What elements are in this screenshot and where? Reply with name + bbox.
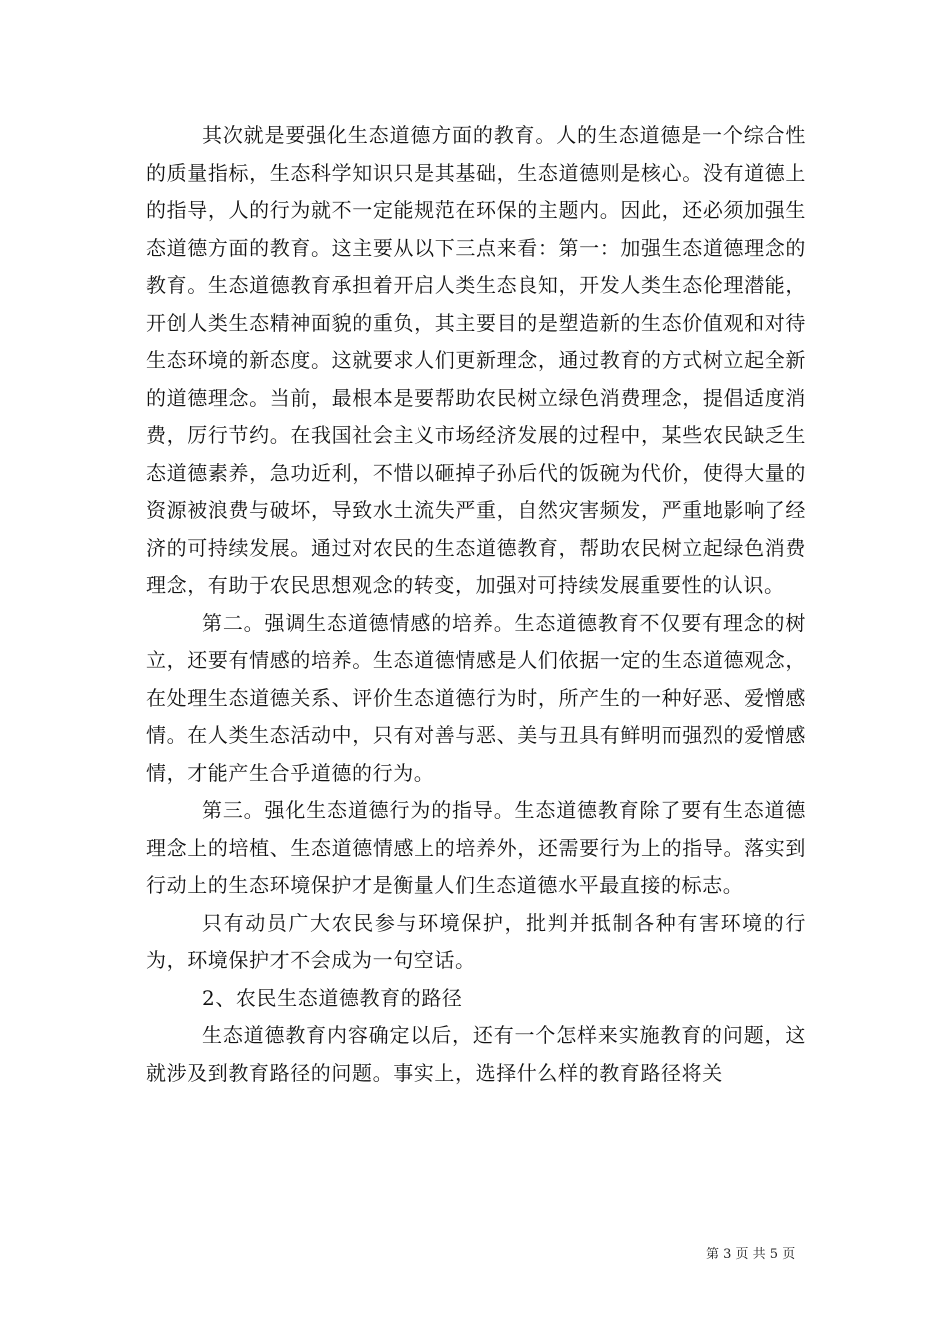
document-body	[146, 117, 806, 1092]
paragraph-ecological-morality-education: 其次就是要强化生态道德方面的教育。人的生态道德是一个综合性的质量指标，生态科学知识只是其基础，生态道德则是核心。没有道德上的指导，人的行为就不一定能规范在环保的主题内。因此，还必须加强生态道德方面的教育。这主要从以下三点来看：第一：加强生态道德理念的教育。生态道德教育承担着开启人类生态良知，开发人类生态伦理潜能，开创人类生态精神面貌的重负，其主要目的是塑造新的生态价值观和对待生态环境的新态度。这就要求人们更新理念，通过教育的方式树立起全新的道德理念。当前，最根本是要帮助农民树立绿色消费理念，提倡适度消费，厉行节约。在我国社会主义市场经济发展的过程中，某些农民缺乏生态道德素养，急功近利，不惜以砸掉子孙后代的饭碗为代价，使得大量的资源被浪费与破坏，导致水土流失严重，自然灾害频发，严重地影响了经济的可持续发展。通过对农民的生态道德教育，帮助农民树立起绿色消费理念，有助于农民思想观念的转变，加强对可持续发展重要性的认识。	[146, 123, 806, 597]
paragraph-mobilize-farmers: 只有动员广大农民参与环境保护，批判并抵制各种有害环境的行为，环境保护才不会成为一句空话。	[146, 910, 806, 972]
paragraph-education-path: 生态道德教育内容确定以后，还有一个怎样来实施教育的问题，这就涉及到教育路径的问题。事实上，选择什么样的教育路径将关	[146, 1023, 806, 1085]
paragraph-third-behavior: 第三。强化生态道德行为的指导。生态道德教育除了要有生态道德理念上的培植、生态道德情感上的培养外，还需要行为上的指导。落实到行动上的生态环境保护才是衡量人们生态道德水平最直接的标志。	[146, 798, 806, 897]
page-number-footer: 第 3 页 共 5 页	[706, 1247, 796, 1262]
section-heading-education-path: 2、农民生态道德教育的路径	[202, 985, 463, 1010]
paragraph-second-emotion: 第二。强调生态道德情感的培养。生态道德教育不仅要有理念的树立，还要有情感的培养。生态道德情感是人们依据一定的生态道德观念，在处理生态道德关系、评价生态道德行为时，所产生的一种好恶、爱憎感情。在人类生态活动中，只有对善与恶、美与丑具有鲜明而强烈的爱憎感情，才能产生合乎道德的行为。	[146, 610, 806, 785]
